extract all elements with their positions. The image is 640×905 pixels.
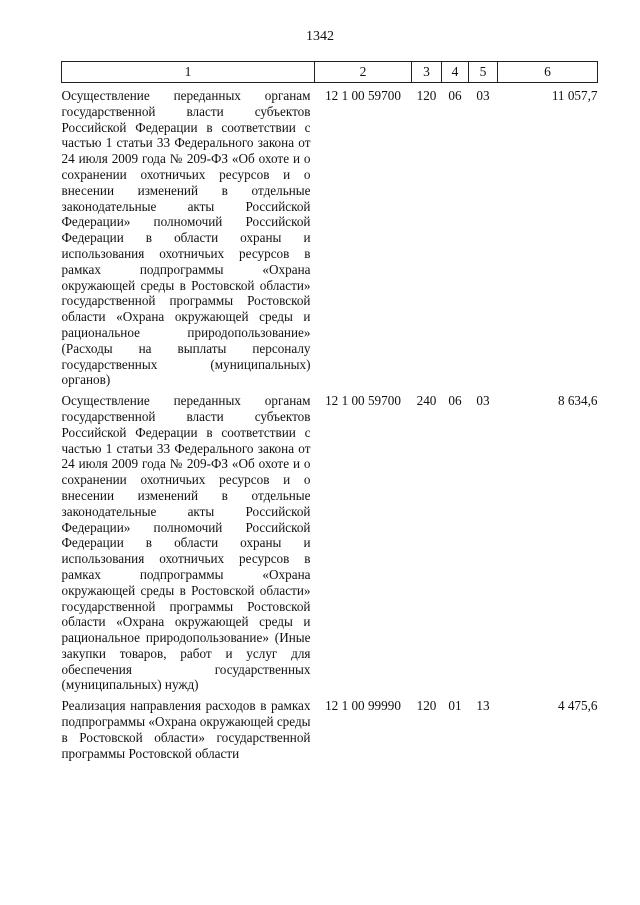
row-description: Осуществление переданных органам государственной власти субъектов Российской Федерации в соответствии с частью 1 статьи 33 Федерального закона от 24 июля 2009 года № 209-ФЗ «Об охоте и о сохранении охотничьих ресурсов и о внесении изменений в отдельные законодательные акты Российской Федерации» полномочий Российской Федерации в области охраны и использования охотничьих ресурсов в рамках подпрограммы «Охрана окружающей среды в Ростовской области» государственной программы Ростовской области «Охрана окружающей среды и рациональное природопользование» (Расходы на выплаты персоналу государственных (муниципальных) органов) [61, 88, 311, 388]
header-col-2: 2 [315, 62, 412, 83]
row-target-code: 12 1 00 59700 [325, 88, 401, 103]
header-col-4: 4 [442, 62, 469, 83]
table-header-row [62, 62, 598, 83]
row-subsection: 13 [476, 698, 490, 714]
row-section: 06 [448, 88, 462, 103]
row-description: Реализация направления расходов в рамках подпрограммы «Охрана окружающей среды в Ростовской области» государственной программы Ростовской области [61, 698, 311, 761]
row-section: 01 [448, 698, 462, 714]
header-col-5: 5 [469, 62, 498, 83]
row-expense-type: 240 [416, 393, 437, 409]
row-amount: 8 634,6 [557, 393, 598, 409]
header-col-1: 1 [62, 62, 315, 83]
budget-table [61, 61, 598, 761]
row-expense-type: 120 [416, 698, 437, 714]
row-subsection: 03 [476, 393, 490, 409]
row-target-code: 12 1 00 59700 [325, 393, 401, 409]
table-row [62, 693, 598, 761]
row-description: Осуществление переданных органам государственной власти субъектов Российской Федерации в соответствии с частью 1 статьи 33 Федерального закона от 24 июля 2009 года № 209-ФЗ «Об охоте и о сохранении охотничьих ресурсов и о внесении изменений в отдельные законодательные акты Российской Федерации» полномочий Российской Федерации в области охраны и использования охотничьих ресурсов в рамках подпрограммы «Охрана окружающей среды в Ростовской области» государственной программы Ростовской области «Охрана окружающей среды и рациональное природопользование» (Иные закупки товаров, работ и услуг для обеспечения государственных (муниципальных) нужд) [61, 393, 311, 693]
header-col-3: 3 [412, 62, 442, 83]
row-section: 06 [448, 393, 462, 409]
header-col-6: 6 [498, 62, 598, 83]
row-subsection: 03 [476, 88, 490, 103]
table-row [62, 388, 598, 693]
row-amount: 4 475,6 [557, 698, 598, 714]
row-expense-type: 120 [416, 88, 437, 103]
row-target-code: 12 1 00 99990 [325, 698, 401, 714]
row-amount: 11 057,7 [551, 88, 598, 103]
page-number: 1342 [306, 29, 334, 44]
table-row [62, 83, 598, 389]
